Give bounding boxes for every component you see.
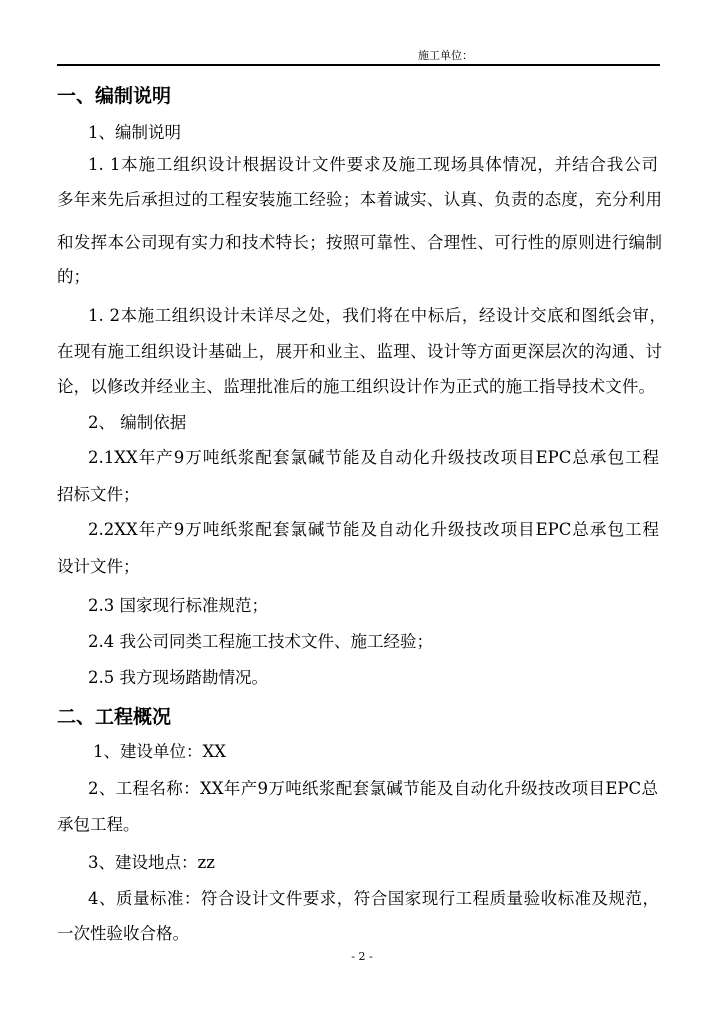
paragraph-line: 在现有施工组织设计基础上，展开和业主、监理、设计等方面更深层次的沟通、讨: [57, 342, 662, 361]
header-label: 施工单位：: [418, 49, 473, 62]
paragraph-line: 论，以修改并经业主、监理批准后的施工组织设计作为正式的施工指导技术文件。: [57, 377, 655, 396]
list-item: 1、建设单位：XX: [93, 742, 226, 761]
section-2-title: 二、工程概况: [57, 706, 172, 728]
paragraph-line: 一次性验收合格。: [57, 924, 189, 943]
header-rule: [57, 64, 660, 66]
paragraph-line: 和发挥本公司现有实力和技术特长；按照可靠性、合理性、可行性的原则进行编制: [57, 233, 662, 252]
page-number: - 2 -: [351, 950, 373, 963]
paragraph-line: 2、工程名称：XX年产9万吨纸浆配套氯碱节能及自动化升级技改项目EPC总: [88, 779, 658, 798]
paragraph-line: 1. 1本施工组织设计根据设计文件要求及施工现场具体情况，并结合我公司: [88, 155, 658, 174]
section-1-title: 一、编制说明: [57, 85, 172, 107]
list-item: 2.5 我方现场踏勘情况。: [88, 668, 268, 687]
paragraph-line: 2.2XX年产9万吨纸浆配套氯碱节能及自动化升级技改项目EPC总承包工程: [88, 520, 659, 539]
paragraph-line: 承包工程。: [57, 815, 140, 834]
list-item: 2.3 国家现行标准规范；: [88, 596, 268, 615]
list-item: 2.4 我公司同类工程施工技术文件、施工经验；: [88, 632, 433, 651]
list-item: 3、建设地点：zz: [88, 853, 215, 872]
paragraph-line: 设计文件；: [57, 557, 140, 576]
subheading-2: 2、 编制依据: [88, 413, 187, 432]
paragraph-line: 2.1XX年产9万吨纸浆配套氯碱节能及自动化升级技改项目EPC总承包工程: [88, 448, 659, 467]
paragraph-line: 4、质量标准：符合设计文件要求，符合国家现行工程质量验收标准及规范，: [88, 889, 659, 908]
paragraph-line: 多年来先后承担过的工程安装施工经验；本着诚实、认真、负责的态度，充分利用: [57, 190, 662, 209]
subheading-1: 1、编制说明: [88, 123, 181, 142]
paragraph-line: 的；: [57, 267, 90, 286]
paragraph-line: 招标文件；: [57, 485, 140, 504]
paragraph-line: 1. 2本施工组织设计未详尽之处，我们将在中标后，经设计交底和图纸会审，: [88, 306, 666, 325]
